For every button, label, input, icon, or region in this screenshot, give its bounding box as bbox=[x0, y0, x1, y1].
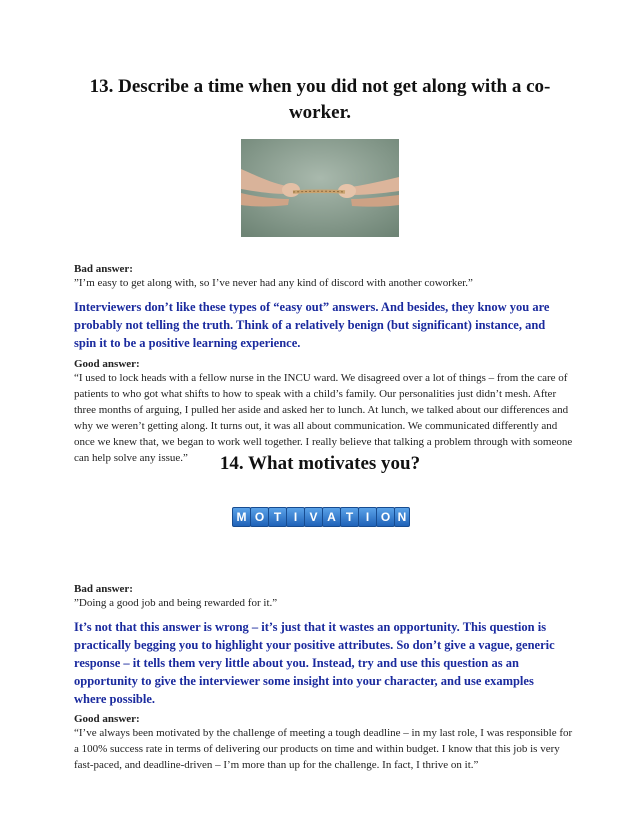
letter-tile: A bbox=[322, 507, 341, 527]
good-answer-label: Good answer: bbox=[74, 713, 140, 725]
question-14-heading: 14. What motivates you? bbox=[219, 453, 421, 474]
advice-line: probably not telling the truth. Think of a relatively benign (but significant) instance, and bbox=[74, 318, 546, 332]
advice-line: opportunity to give the interviewer some insight into your character, and use examples bbox=[74, 674, 534, 688]
question-13-heading: 13. Describe a time when you did not get along with a co-worker. bbox=[89, 76, 551, 123]
advice-line: Interviewers don’t like these types of “easy out” answers. And besides, they know you are bbox=[74, 300, 550, 314]
letter-tile: N bbox=[394, 507, 410, 527]
letter-tile: I bbox=[358, 507, 377, 527]
letter-tile: I bbox=[286, 507, 305, 527]
tug-of-war-rope-image bbox=[241, 139, 399, 237]
advice-line: spin it to be a positive learning experience. bbox=[74, 336, 301, 350]
good-answer-text: “I’ve always been motivated by the challenge of meeting a tough deadline – in my last role, I was responsible for a 100% success rate in terms of delivering our products on time and within budget. I know that this job is very fast-paced, and deadline-driven – I’m more than up for the challenge. In fact, I thrive on it.” bbox=[74, 727, 573, 771]
good-answer-text: “I used to lock heads with a fellow nurse in the INCU ward. We disagreed over a lot of things – from the care of patients to who got what shifts to how to speak with a child’s family. Our personalities just didn’t mesh. After three months of arguing, I pulled her aside and asked her to lunch. At lunch, we talked about our differences and why we weren’t getting along. It turns out, it was all about communication. We communicated differently and once we knew that, we began to work well together. I really believe that talking a problem through with someone can help solve any issue.” bbox=[74, 372, 573, 464]
bad-answer-label: Bad answer: bbox=[74, 263, 133, 275]
letter-tile: O bbox=[376, 507, 395, 527]
good-answer-label: Good answer: bbox=[74, 358, 140, 370]
advice-line: It’s not that this answer is wrong – it’s just that it wastes an opportunity. This question is bbox=[74, 620, 547, 634]
letter-tile: O bbox=[250, 507, 269, 527]
advice-line: where possible. bbox=[74, 692, 156, 706]
motivation-tiles-image bbox=[228, 500, 410, 536]
advice-line: response – it tells them very little about you. Instead, try and use this question as an bbox=[74, 656, 519, 670]
letter-tile: T bbox=[268, 507, 287, 527]
letter-tile: T bbox=[340, 507, 359, 527]
letter-tile: M bbox=[232, 507, 251, 527]
bad-answer-text: ”I’m easy to get along with, so I’ve never had any kind of discord with another coworker.” bbox=[74, 277, 473, 289]
bad-answer-label: Bad answer: bbox=[74, 583, 133, 595]
bad-answer-text: ”Doing a good job and being rewarded for it.” bbox=[74, 597, 278, 609]
advice-line: practically begging you to highlight your positive attributes. So don’t give a vague, generic bbox=[74, 638, 555, 652]
letter-tile: V bbox=[304, 507, 323, 527]
